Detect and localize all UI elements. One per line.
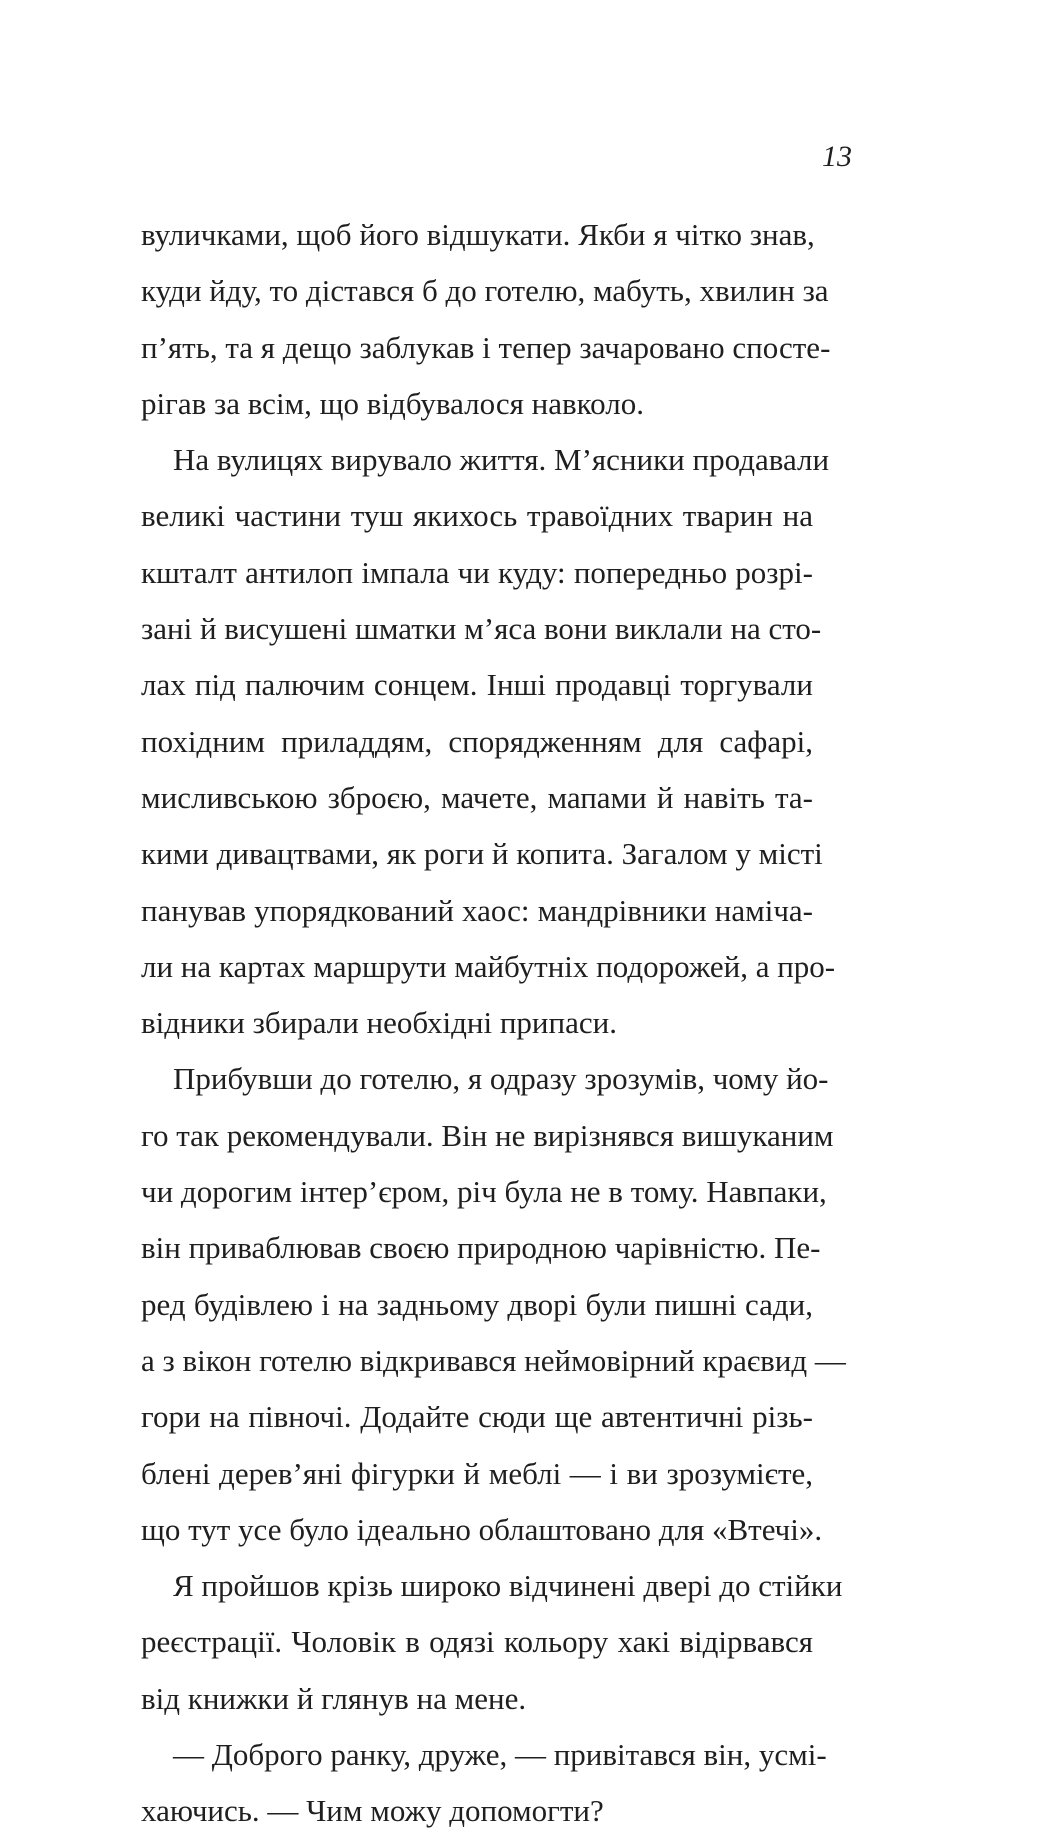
text-line: що тут усе було ідеально облаштовано для «Втечі». [141, 1511, 823, 1547]
text-line: го так рекомендували. Він не вирізнявся вишуканим [141, 1117, 834, 1153]
text-line: Я пройшов крізь широко відчинені двері до стійки [173, 1568, 843, 1604]
text-line: п’ять, та я дещо заблукав і тепер зачаровано спосте- [141, 329, 831, 365]
text-line: похідним приладдям, спорядженням для сафарі, [141, 723, 813, 759]
text-line: гори на півночі. Додайте сюди ще автентичні різь- [141, 1399, 813, 1435]
page-number: 13 [822, 140, 852, 173]
text-line: мисливською зброєю, мачете, мапами й навіть та- [141, 779, 813, 815]
text-line: куди йду, то дістався б до готелю, мабуть, хвилин за [141, 273, 829, 309]
text-line: лах під палючим сонцем. Інші продавці торгували [141, 667, 813, 703]
text-line: відники збирали необхідні припаси. [141, 1005, 617, 1041]
text-line: ли на картах маршрути майбутніх подорожей, а про- [141, 948, 836, 984]
text-line: блені дерев’яні фігурки й меблі — і ви зрозумієте, [141, 1455, 813, 1491]
text-line: На вулицях вирувало життя. М’ясники продавали [173, 442, 830, 478]
body-text [141, 207, 846, 1840]
text-line: від книжки й глянув на мене. [141, 1680, 527, 1716]
text-line: — Доброго ранку, друже, — привітався він, усмі- [173, 1737, 827, 1773]
text-line: рігав за всім, що відбувалося навколо. [141, 385, 644, 421]
text-line: зані й висушені шматки м’яса вони виклали на сто- [141, 611, 822, 647]
text-line: вуличками, щоб його відшукати. Якби я чітко знав, [141, 217, 815, 252]
text-line: великі частини туш якихось травоїдних тварин на [141, 498, 813, 534]
text-line: чи дорогим інтер’єром, річ була не в тому. Навпаки, [141, 1174, 827, 1210]
text-line: реєстрації. Чоловік в одязі кольору хакі відірвався [141, 1624, 813, 1660]
text-line: ред будівлею і на задньому дворі були пишні сади, [141, 1286, 813, 1322]
text-line: панував упорядкований хаос: мандрівники наміча- [141, 892, 813, 928]
text-line: кими дивацтвами, як роги й копита. Загалом у місті [141, 836, 823, 872]
text-line: він приваблював своєю природною чарівністю. Пе- [141, 1230, 821, 1266]
text-line: хаючись. — Чим можу допомогти? [141, 1793, 604, 1829]
text-line: кшталт антилоп імпала чи куду: попередньо розрі- [141, 554, 813, 590]
text-line: Прибувши до готелю, я одразу зрозумів, чому йо- [173, 1061, 829, 1097]
text-line: а з вікон готелю відкривався неймовірний краєвид — [141, 1342, 846, 1378]
